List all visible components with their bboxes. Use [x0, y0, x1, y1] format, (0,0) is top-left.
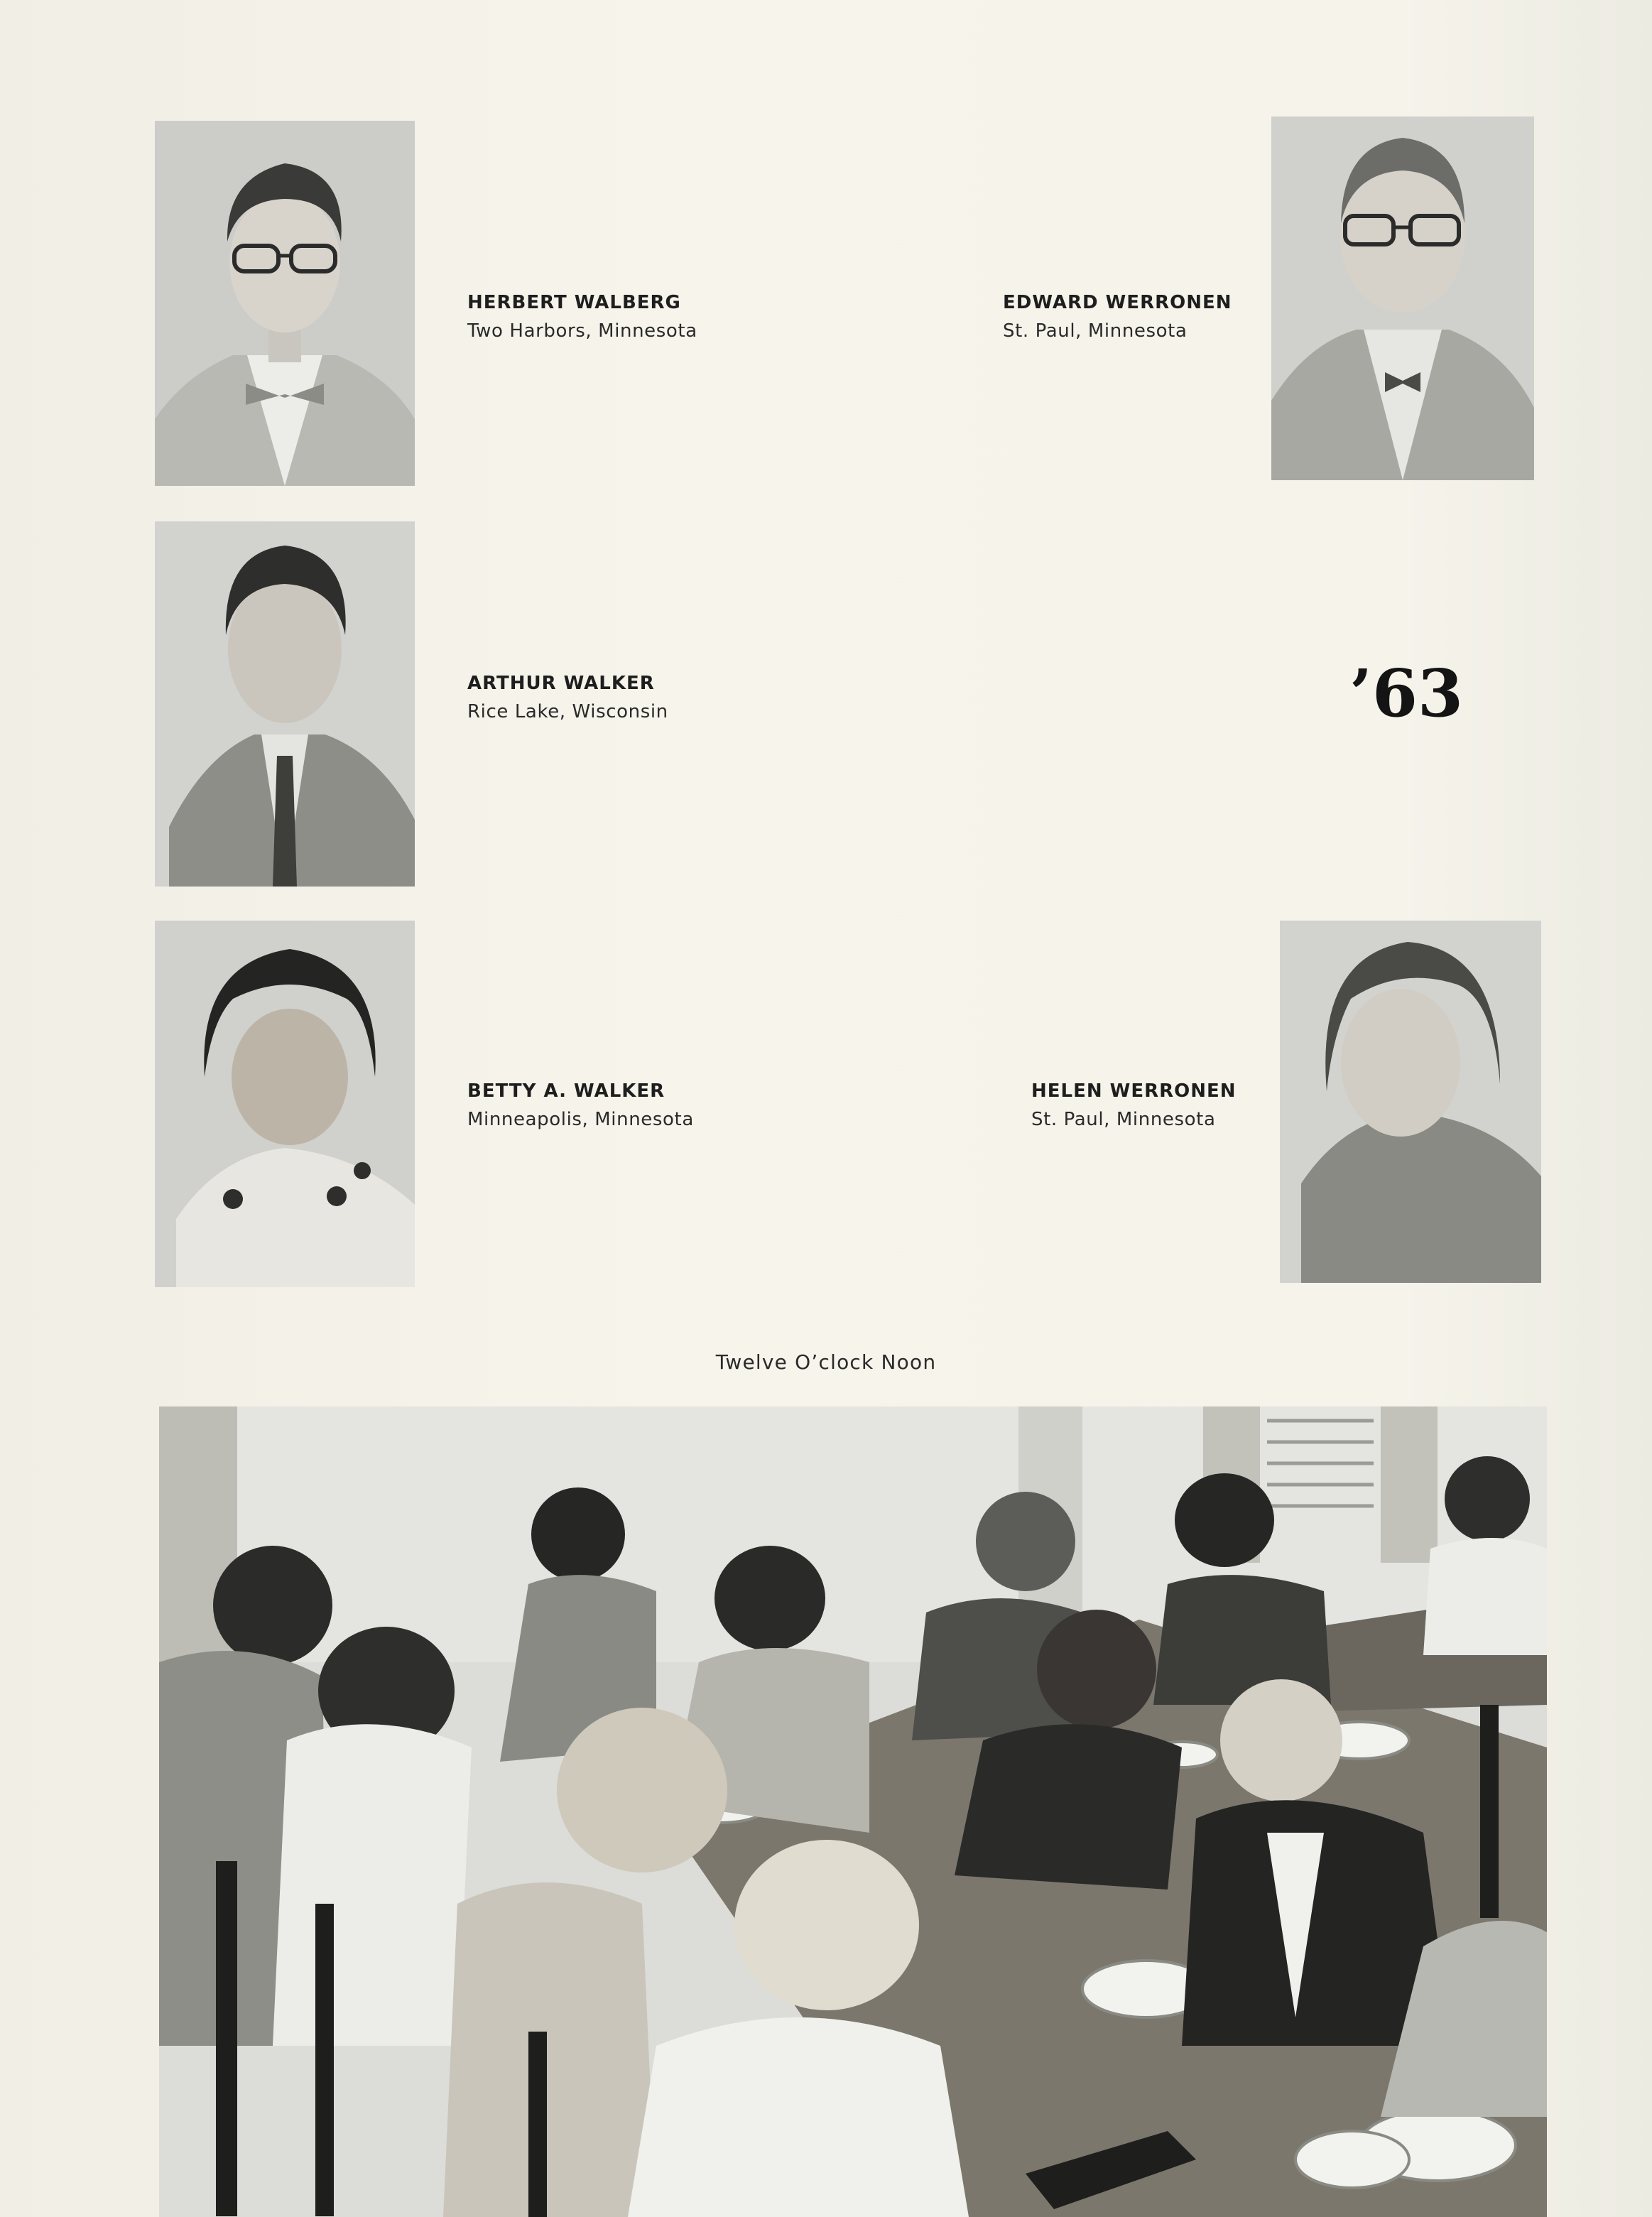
entry-hometown: Two Harbors, Minnesota	[467, 320, 697, 342]
entry-name: HELEN WERRONEN	[1031, 1080, 1237, 1102]
entry-name: ARTHUR WALKER	[467, 673, 655, 694]
entry-helen-werronen	[1031, 1077, 1237, 1134]
portrait-helen-werronen	[1280, 921, 1541, 1283]
entry-betty-a-walker	[467, 1077, 694, 1134]
entry-hometown: Rice Lake, Wisconsin	[467, 701, 668, 722]
class-year-mark: ’63	[1349, 655, 1464, 732]
portrait-arthur-walker	[155, 521, 415, 887]
portrait-betty-a-walker	[155, 921, 415, 1287]
entry-edward-werronen	[1003, 288, 1232, 345]
entry-name: HERBERT WALBERG	[467, 292, 681, 313]
entry-hometown: St. Paul, Minnesota	[1003, 320, 1188, 342]
portrait-edward-werronen	[1271, 116, 1534, 480]
entry-herbert-walberg	[467, 288, 697, 345]
group-photo-caption: Twelve O’clock Noon	[715, 1350, 937, 1374]
entry-hometown: Minneapolis, Minnesota	[467, 1109, 694, 1130]
entry-name: BETTY A. WALKER	[467, 1080, 665, 1102]
entry-name: EDWARD WERRONEN	[1003, 292, 1232, 313]
group-photo-dining-hall	[159, 1406, 1547, 2217]
portrait-herbert-walberg	[155, 121, 415, 486]
entry-hometown: St. Paul, Minnesota	[1031, 1109, 1216, 1130]
entry-arthur-walker	[467, 669, 668, 726]
